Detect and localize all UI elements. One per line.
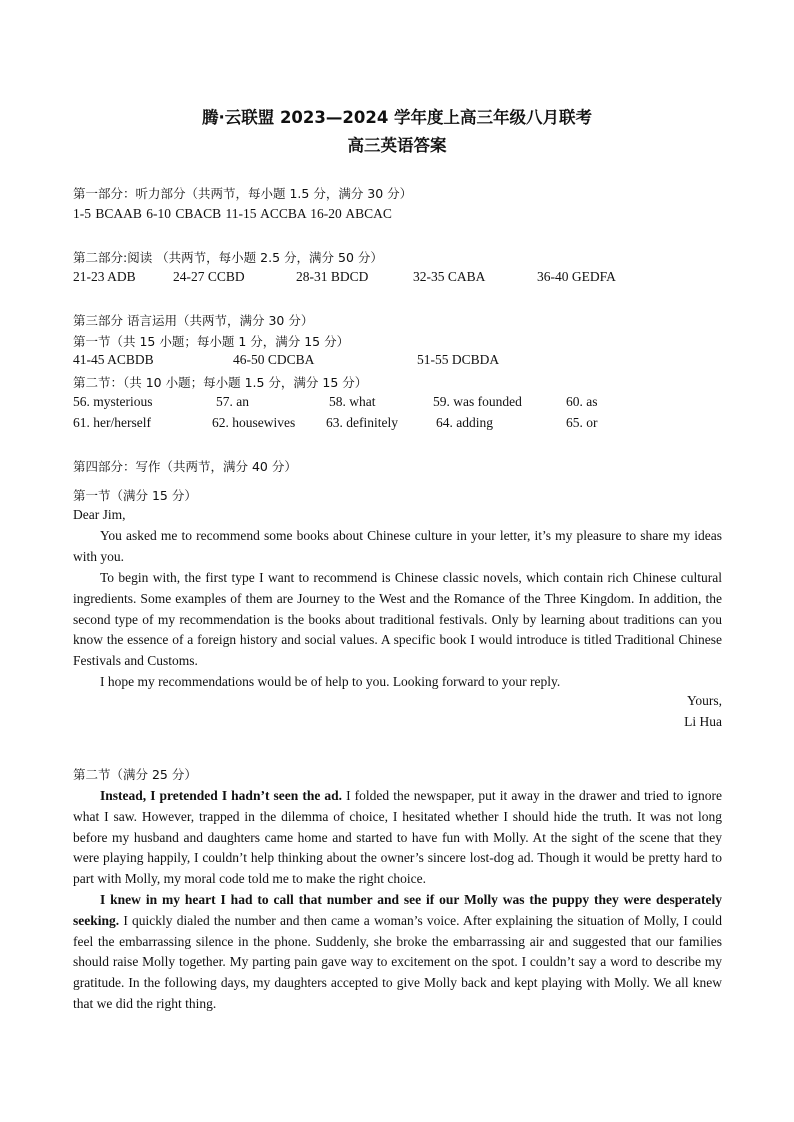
letter-greeting: Dear Jim, — [73, 507, 126, 522]
answer-group: 46-50 CDCBA — [233, 352, 315, 367]
story-paragraph — [73, 890, 722, 1015]
answer-item: 63. definitely — [326, 415, 398, 430]
part4-section2-heading: 第二节（满分 25 分） — [73, 767, 197, 782]
letter-paragraph: I hope my recommendations would be of help to you. Looking forward to your reply. — [100, 674, 561, 689]
part4-heading: 第四部分：写作（共两节，满分 40 分） — [73, 459, 297, 474]
answer-item: 60. as — [566, 394, 598, 409]
answer-item: 57. an — [216, 394, 249, 409]
answer-item: 64. adding — [436, 415, 493, 430]
part4-section1-heading: 第一节（满分 15 分） — [73, 488, 197, 503]
answer-item: 56. mysterious — [73, 394, 153, 409]
letter-paragraph: To begin with, the first type I want to recommend is Chinese classic novels, which contain rich Chinese cultural ingredients. Some examples of them are Journey to the West and the Romance of the Three Kingdom. In addition, the second type of my recommendation is the books about traditional festivals. Only by learning about traditions can you know the essence of a foreign history and social values. A specific book I would introduce is titled Traditional Chinese Festivals and Customs. — [73, 570, 722, 669]
answer-item: 61. her/herself — [73, 415, 151, 430]
answer-group: 32-35 CABA — [413, 269, 486, 284]
story-text: I folded the newspaper, put it away in the drawer and tried to ignore what I saw. However, trapped in the dilemma of choice, I hesitated whether I should hide the truth. It was not long before my husband and daughters came home and started to have fun with Molly. At the sight of the scene that they were playing happily, I couldn’t help thinking about the owner’s sincere lost-dog ad. Though it would be pretty hard to part with Molly, my moral code told me to make the right choice. — [73, 788, 722, 887]
answer-item: 65. or — [566, 415, 598, 430]
part3-heading: 第三部分 语言运用（共两节，满分 30 分） — [73, 313, 314, 328]
letter-closing: Yours, — [686, 693, 722, 708]
answer-item: 58. what — [329, 394, 376, 409]
answer-item: 62. housewives — [212, 415, 296, 430]
letter-paragraph: You asked me to recommend some books about Chinese culture in your letter, it’s my pleasure to share my ideas with you. — [73, 528, 722, 564]
answer-item: 59. was founded — [433, 394, 522, 409]
part3-section2-heading: 第二节：（共 10 小题；每小题 1.5 分，满分 15 分） — [73, 375, 368, 390]
part1-answers: 1-5 BCAAB 6-10 CBACB 11-15 ACCBA 16-20 ABCAC — [73, 206, 392, 221]
part2-heading: 第二部分:阅读 （共两节，每小题 2.5 分，满分 50 分） — [73, 250, 383, 265]
answer-group: 41-45 ACBDB — [73, 352, 154, 367]
part1-heading: 第一部分：听力部分（共两节，每小题 1.5 分，满分 30 分） — [73, 186, 413, 201]
story-paragraph — [73, 786, 722, 890]
story-text: I quickly dialed the number and then came a woman’s voice. After explaining the situation of Molly, I could feel the embarrassing silence in the phone. Suddenly, she broke the embarrassing air and suggested that our families should raise Molly together. My parting pain gave way to excitement on the spot. I couldn’t say a word to describe my gratitude. In the following days, my daughters accepted to give Molly back and kept playing with Molly. We all knew that we did the right thing. — [73, 912, 722, 1011]
answer-group: 36-40 GEDFA — [537, 269, 616, 284]
letter-signature: Li Hua — [684, 714, 722, 729]
answer-group: 51-55 DCBDA — [417, 352, 500, 367]
answer-group: 28-31 BDCD — [296, 269, 369, 284]
story-bold-opening: Instead, I pretended I hadn’t seen the ad. — [100, 788, 343, 803]
story-bold-opening: I knew in my heart I had to call that number and see if our Molly was the puppy they were desperately seeking. — [73, 892, 722, 928]
page-title: 腾·云联盟 2023—2024 学年度上高三年级八月联考 — [201, 108, 593, 127]
answer-group: 21-23 ADB — [73, 269, 136, 284]
part3-section1-heading: 第一节（共 15 小题；每小题 1 分，满分 15 分） — [73, 334, 350, 349]
page-subtitle: 高三英语答案 — [347, 136, 447, 155]
answer-group: 24-27 CCBD — [173, 269, 245, 284]
